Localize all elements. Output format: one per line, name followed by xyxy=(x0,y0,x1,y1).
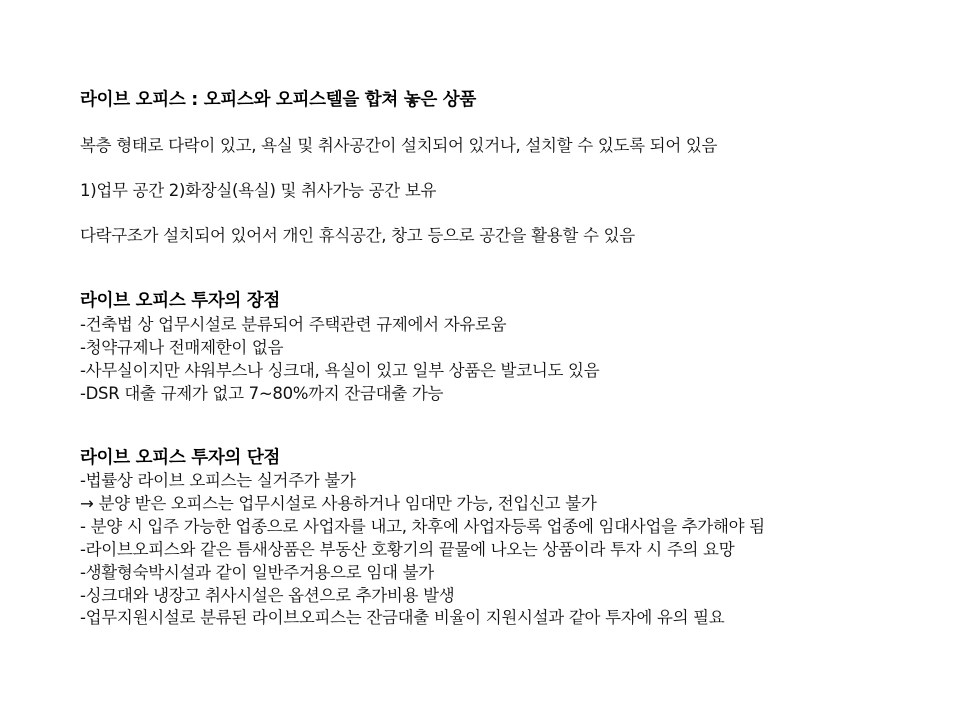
pros-heading: 라이브 오피스 투자의 장점 xyxy=(80,291,281,311)
cons-item: -라이브오피스와 같은 틈새상품은 부동산 호황기의 끝물에 나오는 상품이라 투자 시 주의 요망 xyxy=(80,540,735,559)
page-title: 라이브 오피스 : 오피스와 오피스텔을 합쳐 놓은 상품 xyxy=(80,90,476,110)
pros-item: -DSR 대출 규제가 없고 7~80%까지 잔금대출 가능 xyxy=(80,384,444,403)
pros-item: -건축법 상 업무시설로 분류되어 주택관련 규제에서 자유로움 xyxy=(80,315,507,334)
pros-item: -청약규제나 전매제한이 없음 xyxy=(80,338,284,357)
cons-item: → 분양 받은 오피스는 업무시설로 사용하거나 임대만 가능, 전입신고 불가 xyxy=(80,494,597,513)
cons-item: -법률상 라이브 오피스는 실거주가 불가 xyxy=(80,471,356,490)
cons-heading: 라이브 오피스 투자의 단점 xyxy=(80,448,281,468)
intro-line-1: 복층 형태로 다락이 있고, 욕실 및 취사공간이 설치되어 있거나, 설치할 수 있도록 되어 있음 xyxy=(80,136,718,155)
cons-item: -싱크대와 냉장고 취사시설은 옵션으로 추가비용 발생 xyxy=(80,586,455,605)
cons-item: -생활형숙박시설과 같이 일반주거용으로 임대 불가 xyxy=(80,563,434,582)
pros-item: -사무실이지만 샤워부스나 싱크대, 욕실이 있고 일부 상품은 발코니도 있음 xyxy=(80,361,600,380)
cons-item: - 분양 시 입주 가능한 업종으로 사업자를 내고, 차후에 사업자등록 업종에 임대사업을 추가해야 됨 xyxy=(80,517,765,536)
intro-line-3: 다락구조가 설치되어 있어서 개인 휴식공간, 창고 등으로 공간을 활용할 수 있음 xyxy=(80,226,635,245)
cons-item: -업무지원시설로 분류된 라이브오피스는 잔금대출 비율이 지원시설과 같아 투자에 유의 필요 xyxy=(80,608,725,627)
intro-line-2: 1)업무 공간 2)화장실(욕실) 및 취사가능 공간 보유 xyxy=(80,181,437,200)
